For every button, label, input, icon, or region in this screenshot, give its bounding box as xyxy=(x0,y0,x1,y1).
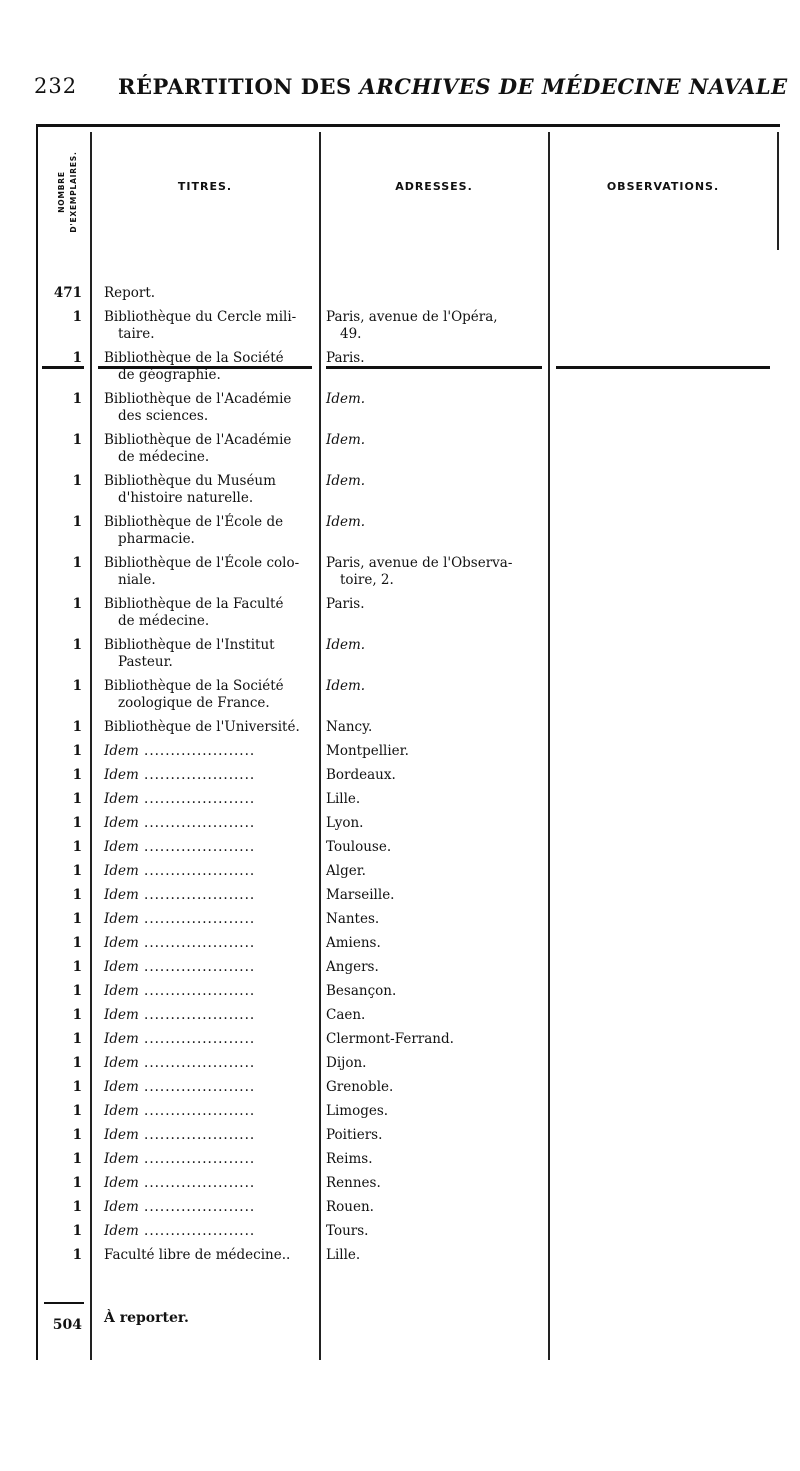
dot-leader: ..................... xyxy=(138,815,256,831)
running-title-plain: RÉPARTITION DES xyxy=(118,74,360,99)
dot-leader: ..................... xyxy=(138,983,256,999)
row-count: 1 xyxy=(72,1151,82,1167)
row-title xyxy=(104,514,320,548)
row-title-line: Idem xyxy=(104,959,139,975)
row-count: 1 xyxy=(72,473,82,489)
row-count: 1 xyxy=(72,1079,82,1095)
row-count: 1 xyxy=(72,839,82,855)
row-title-line: Bibliothèque du Muséum xyxy=(104,473,276,489)
row-title-line: Idem xyxy=(104,767,139,783)
row-title-line: taire. xyxy=(118,326,155,342)
row-count: 1 xyxy=(72,1175,82,1191)
column-header-count-line2: D'EXEMPLAIRES. xyxy=(69,151,78,233)
row-title xyxy=(104,911,320,928)
row-address-line: Nancy. xyxy=(326,719,373,735)
dot-leader: ..................... xyxy=(138,1055,256,1071)
row-address xyxy=(326,839,546,856)
row-count: 1 xyxy=(72,350,82,366)
column-divider xyxy=(777,132,779,250)
row-address-line: Clermont-Ferrand. xyxy=(326,1031,454,1047)
row-title xyxy=(104,637,320,671)
row-title-line: Report. xyxy=(104,285,156,301)
dot-leader: ..................... xyxy=(138,1127,256,1143)
row-address-line: Grenoble. xyxy=(326,1079,394,1095)
row-count: 1 xyxy=(72,767,82,783)
row-title-line: Idem xyxy=(104,1007,139,1023)
row-count: 1 xyxy=(72,959,82,975)
running-title xyxy=(118,74,788,99)
row-address-line: Reims. xyxy=(326,1151,373,1167)
row-address xyxy=(326,637,546,654)
row-address-line: Poitiers. xyxy=(326,1127,383,1143)
row-title xyxy=(104,791,320,808)
row-title xyxy=(104,1007,320,1024)
row-title-line: Idem xyxy=(104,1103,139,1119)
dot-leader: ..................... xyxy=(138,1199,256,1215)
row-count: 1 xyxy=(72,391,82,407)
row-title-line: Idem xyxy=(104,815,139,831)
dot-leader: ..................... xyxy=(138,1007,256,1023)
row-title xyxy=(104,1175,320,1192)
row-address xyxy=(326,1151,546,1168)
row-address xyxy=(326,743,546,760)
row-title xyxy=(104,1055,320,1072)
row-address-line: Idem. xyxy=(326,637,366,653)
row-title-line: Pasteur. xyxy=(118,654,173,670)
row-address-line: Idem. xyxy=(326,678,366,694)
row-count: 1 xyxy=(72,309,82,325)
row-count: 1 xyxy=(72,911,82,927)
column-header-observations: OBSERVATIONS. xyxy=(606,180,720,193)
row-title-line: Bibliothèque de l'École de xyxy=(104,514,284,530)
row-title xyxy=(104,767,320,784)
row-count: 1 xyxy=(72,815,82,831)
row-address-line: Angers. xyxy=(326,959,379,975)
row-address xyxy=(326,309,546,343)
dot-leader: ..................... xyxy=(138,1079,256,1095)
row-title-line: de géographie. xyxy=(118,367,221,383)
row-title-line: Bibliothèque de l'Académie xyxy=(104,432,292,448)
dot-leader: ..................... xyxy=(138,1151,256,1167)
row-title xyxy=(104,839,320,856)
row-address xyxy=(326,514,546,531)
row-address xyxy=(326,555,546,589)
row-address xyxy=(326,678,546,695)
dot-leader: ..................... xyxy=(138,1223,256,1239)
row-address xyxy=(326,1103,546,1120)
dot-leader: ..................... xyxy=(138,887,256,903)
row-count: 1 xyxy=(72,432,82,448)
row-title-line: Bibliothèque de l'Institut xyxy=(104,637,275,653)
row-address xyxy=(326,719,546,736)
row-title xyxy=(104,863,320,880)
row-title-line: de médecine. xyxy=(118,449,210,465)
row-count: 1 xyxy=(72,678,82,694)
dot-leader: ..................... xyxy=(138,791,256,807)
row-title xyxy=(104,391,320,425)
row-title xyxy=(104,678,320,712)
row-title-line: des sciences. xyxy=(118,408,209,424)
row-title xyxy=(104,309,320,343)
row-title-line: d'histoire naturelle. xyxy=(118,490,254,506)
row-address xyxy=(326,959,546,976)
column-header-count-line1: NOMBRE xyxy=(57,171,66,213)
dot-leader: ..................... xyxy=(138,959,256,975)
row-title-line: Idem xyxy=(104,1223,139,1239)
row-address-line: Montpellier. xyxy=(326,743,409,759)
row-title xyxy=(104,1247,320,1264)
row-address-line: Lille. xyxy=(326,1247,361,1263)
row-address xyxy=(326,1079,546,1096)
row-address-line: Tours. xyxy=(326,1223,369,1239)
total-count: 504 xyxy=(52,1317,82,1333)
row-title-line: Bibliothèque de l'École colo- xyxy=(104,555,300,571)
row-title-line: Idem xyxy=(104,1055,139,1071)
row-address xyxy=(326,887,546,904)
column-header-addresses: ADRESSES. xyxy=(395,180,473,193)
row-address xyxy=(326,1055,546,1072)
row-address-line: Besançon. xyxy=(326,983,397,999)
row-count: 1 xyxy=(72,719,82,735)
dot-leader: ..................... xyxy=(138,1175,256,1191)
row-title-line: Idem xyxy=(104,1175,139,1191)
row-address xyxy=(326,983,546,1000)
row-count: 1 xyxy=(72,791,82,807)
row-address-line: Paris, avenue de l'Observa- xyxy=(326,555,513,571)
row-title-line: Idem xyxy=(104,839,139,855)
row-title-line: Idem xyxy=(104,1031,139,1047)
row-title-line: Idem xyxy=(104,1079,139,1095)
row-title-line: Idem xyxy=(104,1127,139,1143)
row-address-line: Toulouse. xyxy=(326,839,392,855)
row-address xyxy=(326,1175,546,1192)
row-address-line: Lyon. xyxy=(326,815,364,831)
row-address-line: Paris. xyxy=(326,350,365,366)
row-address xyxy=(326,473,546,490)
row-title-line: Idem xyxy=(104,743,139,759)
row-title xyxy=(104,815,320,832)
dot-leader: ..................... xyxy=(138,863,256,879)
running-title-italic: ARCHIVES DE MÉDECINE NAVALE xyxy=(359,74,788,99)
row-title xyxy=(104,1223,320,1240)
row-title-line: Bibliothèque du Cercle mili- xyxy=(104,309,297,325)
row-title xyxy=(104,959,320,976)
row-title-line: Bibliothèque de la Société xyxy=(104,678,284,694)
row-address-line: toire, 2. xyxy=(340,572,394,588)
row-title xyxy=(104,432,320,466)
row-address xyxy=(326,1199,546,1216)
row-address xyxy=(326,1031,546,1048)
row-count: 1 xyxy=(72,1007,82,1023)
header-rule xyxy=(556,366,770,369)
row-title xyxy=(104,1079,320,1096)
row-address-line: Caen. xyxy=(326,1007,366,1023)
dot-leader: ..................... xyxy=(138,767,256,783)
row-title xyxy=(104,1031,320,1048)
row-title xyxy=(104,1151,320,1168)
dot-leader: ..................... xyxy=(138,1031,256,1047)
row-count: 1 xyxy=(72,637,82,653)
row-title-line: de médecine. xyxy=(118,613,210,629)
row-address xyxy=(326,1223,546,1240)
row-count: 1 xyxy=(72,514,82,530)
row-address-line: Rennes. xyxy=(326,1175,381,1191)
row-count: 1 xyxy=(72,935,82,951)
dot-leader: ..................... xyxy=(138,911,256,927)
page-header xyxy=(0,72,800,108)
row-address xyxy=(326,911,546,928)
row-title-line: Faculté libre de médecine.. xyxy=(104,1247,291,1263)
row-address-line: Marseille. xyxy=(326,887,395,903)
row-count: 1 xyxy=(72,1199,82,1215)
row-address xyxy=(326,391,546,408)
row-address xyxy=(326,863,546,880)
row-title xyxy=(104,350,320,384)
row-address-line: 49. xyxy=(340,326,362,342)
row-title xyxy=(104,555,320,589)
row-title xyxy=(104,983,320,1000)
row-title-line: Bibliothèque de la Société xyxy=(104,350,284,366)
row-address-line: Nantes. xyxy=(326,911,380,927)
row-address-line: Idem. xyxy=(326,391,366,407)
row-address xyxy=(326,791,546,808)
row-title xyxy=(104,285,320,302)
row-address-line: Paris. xyxy=(326,596,365,612)
row-address xyxy=(326,815,546,832)
row-address xyxy=(326,1247,546,1264)
row-title-line: Idem xyxy=(104,983,139,999)
row-title-line: Bibliothèque de l'Académie xyxy=(104,391,292,407)
row-count: 1 xyxy=(72,1127,82,1143)
row-title-line: niale. xyxy=(118,572,156,588)
row-title-line: Idem xyxy=(104,1199,139,1215)
row-title-line: Idem xyxy=(104,1151,139,1167)
row-title-line: Idem xyxy=(104,887,139,903)
row-title xyxy=(104,596,320,630)
dot-leader: ..................... xyxy=(138,839,256,855)
row-address-line: Amiens. xyxy=(326,935,381,951)
row-address-line: Dijon. xyxy=(326,1055,367,1071)
row-title-line: Idem xyxy=(104,791,139,807)
row-address xyxy=(326,350,546,367)
row-address-line: Bordeaux. xyxy=(326,767,396,783)
row-title-line: Idem xyxy=(104,863,139,879)
row-count: 1 xyxy=(72,596,82,612)
row-title-line: Idem xyxy=(104,911,139,927)
row-address xyxy=(326,596,546,613)
column-header-titles: TITRES. xyxy=(177,180,233,193)
row-title-line: Bibliothèque de l'Université. xyxy=(104,719,300,735)
row-title-line: pharmacie. xyxy=(118,531,195,547)
row-address-line: Idem. xyxy=(326,432,366,448)
row-count: 1 xyxy=(72,1055,82,1071)
row-title xyxy=(104,473,320,507)
row-address-line: Idem. xyxy=(326,473,366,489)
row-title-line: Idem xyxy=(104,935,139,951)
page-number: 232 xyxy=(34,74,78,98)
row-title xyxy=(104,719,320,736)
row-count: 1 xyxy=(72,555,82,571)
row-count: 471 xyxy=(53,285,82,301)
row-address-line: Idem. xyxy=(326,514,366,530)
row-address xyxy=(326,935,546,952)
row-title xyxy=(104,887,320,904)
row-count: 1 xyxy=(72,983,82,999)
row-title-line: Bibliothèque de la Faculté xyxy=(104,596,284,612)
row-title-line: zoologique de France. xyxy=(118,695,270,711)
row-title xyxy=(104,935,320,952)
row-count: 1 xyxy=(72,1031,82,1047)
row-address xyxy=(326,1007,546,1024)
row-address xyxy=(326,1127,546,1144)
row-count: 1 xyxy=(72,887,82,903)
row-title xyxy=(104,743,320,760)
dot-leader: ..................... xyxy=(138,743,256,759)
row-address-line: Alger. xyxy=(326,863,366,879)
row-count: 1 xyxy=(72,1103,82,1119)
row-title xyxy=(104,1127,320,1144)
dot-leader: ..................... xyxy=(138,935,256,951)
row-count: 1 xyxy=(72,1247,82,1263)
dot-leader: ..................... xyxy=(138,1103,256,1119)
column-divider xyxy=(90,132,92,1360)
row-count: 1 xyxy=(72,743,82,759)
table-top-rule xyxy=(36,124,780,127)
row-address-line: Paris, avenue de l'Opéra, xyxy=(326,309,498,325)
row-address-line: Rouen. xyxy=(326,1199,374,1215)
row-title xyxy=(104,1103,320,1120)
row-address xyxy=(326,767,546,784)
row-address-line: Limoges. xyxy=(326,1103,389,1119)
row-title xyxy=(104,1199,320,1216)
row-address-line: Lille. xyxy=(326,791,361,807)
row-count: 1 xyxy=(72,863,82,879)
total-rule xyxy=(44,1302,84,1304)
total-label: À reporter. xyxy=(104,1310,189,1326)
column-divider xyxy=(548,132,550,1360)
row-address xyxy=(326,432,546,449)
row-count: 1 xyxy=(72,1223,82,1239)
